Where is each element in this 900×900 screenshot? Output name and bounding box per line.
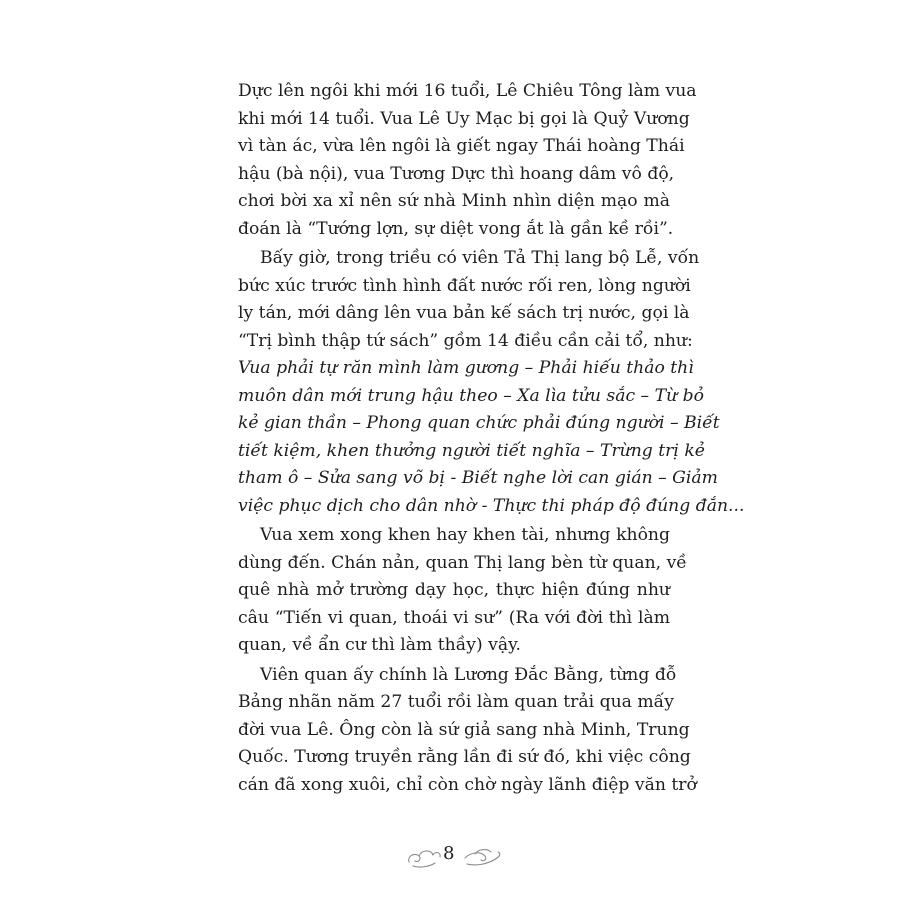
- italic-text-line: tham ô – Sửa sang võ bị - Biết nghe lời can gián – Giảm: [238, 468, 718, 488]
- cloud-swirl-icon: [405, 838, 505, 874]
- text-line: vì tàn ác, vừa lên ngôi là giết ngay Thái hoàng Thái: [238, 136, 685, 156]
- text-line: ly tán, mới dâng lên vua bản kế sách trị nước, gọi là: [238, 303, 690, 323]
- italic-text-line: muôn dân mới trung hậu theo – Xa lìa tửu sắc – Từ bỏ: [238, 385, 704, 406]
- text-line: hậu (bà nội), vua Tương Dực thì hoang dâm vô độ,: [238, 163, 675, 184]
- paragraph-4: [238, 662, 697, 800]
- paragraph-3: [238, 522, 687, 660]
- text-line: Dực lên ngôi khi mới 16 tuổi, Lê Chiêu Tông làm vua: [238, 81, 697, 101]
- text-line: Quốc. Tương truyền rằng lần đi sứ đó, khi việc công: [238, 747, 691, 767]
- text-line: Vua xem xong khen hay khen tài, nhưng không: [260, 525, 670, 545]
- text-line: đoán là “Tướng lợn, sự diệt vong ắt là gần kề rồi”.: [238, 218, 674, 239]
- text-line: quê nhà mở trường dạy học, thực hiện đúng như: [238, 580, 670, 600]
- text-line: câu “Tiến vi quan, thoái vi sư” (Ra với đời thì làm: [238, 607, 670, 628]
- page-footer: [405, 838, 505, 874]
- italic-text-line: Vua phải tự răn mình làm gương – Phải hiếu thảo thì: [238, 358, 694, 378]
- text-line: Bảng nhãn năm 27 tuổi rồi làm quan trải qua mấy: [238, 692, 674, 712]
- text-line: “Trị bình thập tứ sách” gồm 14 điều cần cải tổ, như:: [238, 330, 693, 351]
- text-line: khi mới 14 tuổi. Vua Lê Uy Mạc bị gọi là Quỷ Vương: [238, 108, 690, 129]
- body-text: [238, 78, 745, 799]
- text-line: Bấy giờ, trong triều có viên Tả Thị lang bộ Lễ, vốn: [260, 248, 700, 268]
- paragraph-2: [238, 245, 745, 520]
- text-line: bức xúc trước tình hình đất nước rối ren, lòng người: [238, 275, 691, 296]
- text-line: đời vua Lê. Ông còn là sứ giả sang nhà Minh, Trung: [238, 719, 690, 740]
- italic-text-line: tiết kiệm, khen thưởng người tiết nghĩa – Trừng trị kẻ: [238, 440, 705, 461]
- page-number: 8: [443, 843, 455, 864]
- text-line: cán đã xong xuôi, chỉ còn chờ ngày lãnh điệp văn trở: [238, 774, 697, 795]
- italic-text-line: việc phục dịch cho dân nhờ - Thực thi pháp độ đúng đắn...: [238, 495, 745, 516]
- text-line: dùng đến. Chán nản, quan Thị lang bèn từ quan, về: [238, 552, 687, 573]
- paragraph-1: [238, 78, 697, 243]
- text-line: Viên quan ấy chính là Lương Đắc Bằng, từng đỗ: [260, 664, 677, 685]
- italic-text-line: kẻ gian thần – Phong quan chức phải đúng người – Biết: [238, 413, 720, 433]
- text-line: quan, về ẩn cư thì làm thầy) vậy.: [238, 635, 521, 655]
- text-line: chơi bời xa xỉ nên sứ nhà Minh nhìn diện mạo mà: [238, 191, 670, 211]
